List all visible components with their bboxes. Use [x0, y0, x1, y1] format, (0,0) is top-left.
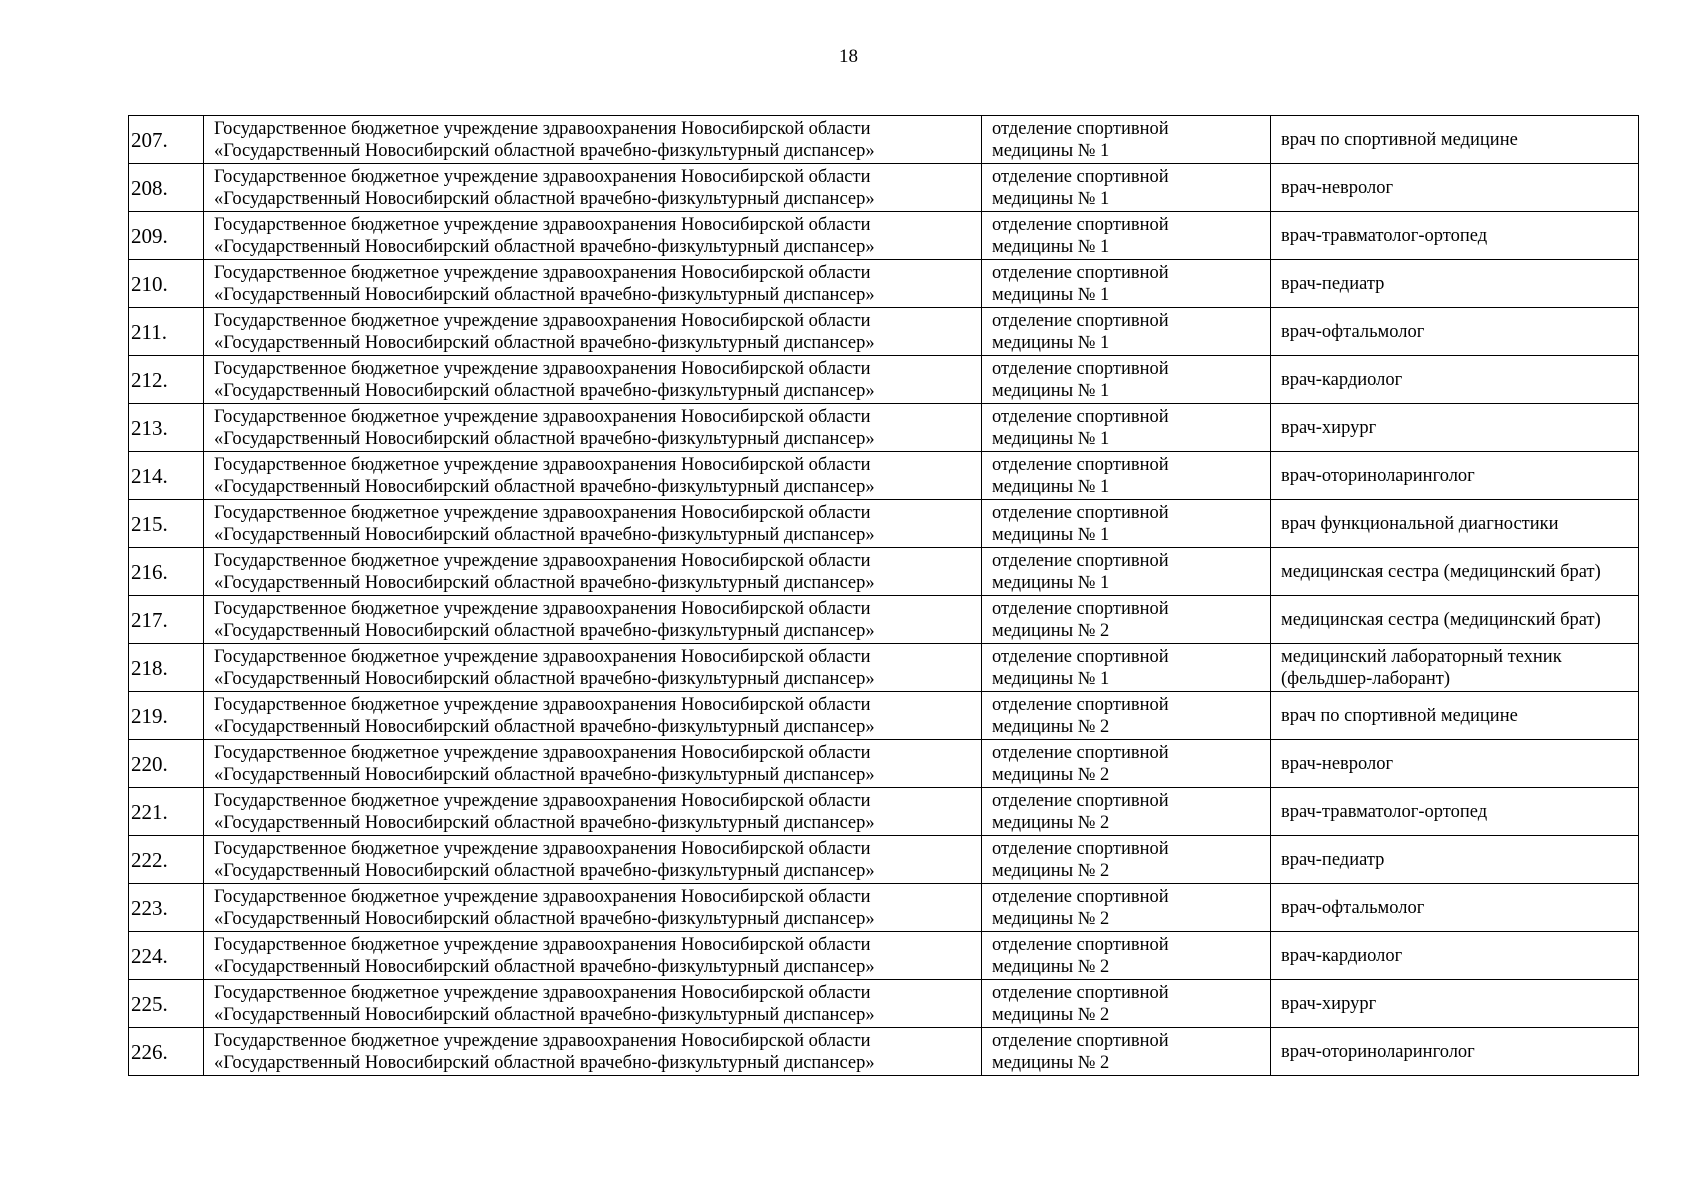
row-number-cell: 223.: [129, 884, 204, 932]
department-cell-line: медицины № 2: [992, 956, 1110, 977]
organization-cell-line: Государственное бюджетное учреждение здравоохранения Новосибирской области: [214, 838, 871, 859]
department-cell: [982, 932, 1271, 980]
organization-cell-line: Государственное бюджетное учреждение здравоохранения Новосибирской области: [214, 118, 871, 139]
department-cell: [982, 212, 1271, 260]
organization-cell: [204, 644, 982, 692]
position-cell-line: медицинский лабораторный техник: [1281, 646, 1562, 667]
organization-cell: [204, 164, 982, 212]
position-cell-line: врач-хирург: [1281, 993, 1377, 1014]
organization-cell-line: Государственное бюджетное учреждение здравоохранения Новосибирской области: [214, 598, 871, 619]
position-cell: [1271, 260, 1639, 308]
organization-cell: [204, 596, 982, 644]
organization-cell-line: «Государственный Новосибирский областной врачебно-физкультурный диспансер»: [214, 860, 875, 881]
organization-cell-line: «Государственный Новосибирский областной врачебно-физкультурный диспансер»: [214, 668, 875, 689]
position-cell: [1271, 212, 1639, 260]
position-cell-line: врач-невролог: [1281, 753, 1394, 774]
organization-cell-line: «Государственный Новосибирский областной врачебно-физкультурный диспансер»: [214, 284, 875, 305]
position-cell: [1271, 1028, 1639, 1076]
department-cell-line: отделение спортивной: [992, 934, 1169, 955]
organization-cell-line: Государственное бюджетное учреждение здравоохранения Новосибирской области: [214, 550, 871, 571]
department-cell-line: отделение спортивной: [992, 886, 1169, 907]
organization-cell-line: Государственное бюджетное учреждение здравоохранения Новосибирской области: [214, 742, 871, 763]
department-cell: [982, 164, 1271, 212]
organization-cell: [204, 1028, 982, 1076]
organization-cell-line: Государственное бюджетное учреждение здравоохранения Новосибирской области: [214, 646, 871, 667]
row-number-cell: 225.: [129, 980, 204, 1028]
department-cell: [982, 548, 1271, 596]
position-cell: [1271, 308, 1639, 356]
position-cell: [1271, 164, 1639, 212]
department-cell: [982, 260, 1271, 308]
organization-cell-line: Государственное бюджетное учреждение здравоохранения Новосибирской области: [214, 406, 871, 427]
row-number-cell: 211.: [129, 308, 204, 356]
position-cell: [1271, 884, 1639, 932]
department-cell-line: медицины № 1: [992, 284, 1110, 305]
department-cell-line: медицины № 2: [992, 620, 1110, 641]
position-cell-line: врач-кардиолог: [1281, 369, 1403, 390]
position-cell: [1271, 932, 1639, 980]
position-cell: [1271, 788, 1639, 836]
department-cell-line: медицины № 1: [992, 332, 1110, 353]
position-cell-line: (фельдшер-лаборант): [1281, 668, 1451, 689]
table-row: [129, 1028, 1639, 1076]
position-cell-line: врач-травматолог-ортопед: [1281, 225, 1488, 246]
table-row: [129, 308, 1639, 356]
position-cell: [1271, 548, 1639, 596]
page-number: 18: [839, 46, 858, 67]
row-number-cell: 219.: [129, 692, 204, 740]
department-cell-line: отделение спортивной: [992, 838, 1169, 859]
department-cell-line: отделение спортивной: [992, 598, 1169, 619]
organization-cell-line: Государственное бюджетное учреждение здравоохранения Новосибирской области: [214, 694, 871, 715]
position-cell: [1271, 740, 1639, 788]
organization-cell-line: Государственное бюджетное учреждение здравоохранения Новосибирской области: [214, 886, 871, 907]
organization-cell: [204, 404, 982, 452]
department-cell: [982, 116, 1271, 164]
position-cell: [1271, 116, 1639, 164]
organization-cell-line: «Государственный Новосибирский областной врачебно-физкультурный диспансер»: [214, 476, 875, 497]
organization-cell-line: Государственное бюджетное учреждение здравоохранения Новосибирской области: [214, 358, 871, 379]
organization-cell-line: «Государственный Новосибирский областной врачебно-физкультурный диспансер»: [214, 188, 875, 209]
department-cell: [982, 596, 1271, 644]
table-body: [129, 116, 1639, 1076]
department-cell-line: отделение спортивной: [992, 358, 1169, 379]
department-cell-line: медицины № 2: [992, 860, 1110, 881]
department-cell: [982, 308, 1271, 356]
row-number-cell: 221.: [129, 788, 204, 836]
department-cell-line: отделение спортивной: [992, 502, 1169, 523]
organization-cell: [204, 980, 982, 1028]
position-cell: [1271, 404, 1639, 452]
department-cell-line: отделение спортивной: [992, 118, 1169, 139]
organization-cell-line: «Государственный Новосибирский областной врачебно-физкультурный диспансер»: [214, 764, 875, 785]
row-number-cell: 217.: [129, 596, 204, 644]
organization-cell-line: Государственное бюджетное учреждение здравоохранения Новосибирской области: [214, 502, 871, 523]
row-number-cell: 207.: [129, 116, 204, 164]
department-cell-line: медицины № 1: [992, 668, 1110, 689]
organization-cell: [204, 692, 982, 740]
department-cell-line: медицины № 1: [992, 140, 1110, 161]
department-cell: [982, 884, 1271, 932]
table-row: [129, 644, 1639, 692]
row-number-cell: 215.: [129, 500, 204, 548]
row-number-cell: 226.: [129, 1028, 204, 1076]
organization-cell-line: «Государственный Новосибирский областной врачебно-физкультурный диспансер»: [214, 1004, 875, 1025]
department-cell-line: медицины № 1: [992, 236, 1110, 257]
department-cell-line: медицины № 1: [992, 572, 1110, 593]
department-cell: [982, 404, 1271, 452]
organization-cell: [204, 884, 982, 932]
row-number-cell: 222.: [129, 836, 204, 884]
organization-cell: [204, 116, 982, 164]
department-cell-line: отделение спортивной: [992, 982, 1169, 1003]
department-cell: [982, 644, 1271, 692]
organization-cell-line: Государственное бюджетное учреждение здравоохранения Новосибирской области: [214, 310, 871, 331]
organization-cell: [204, 548, 982, 596]
row-number-cell: 220.: [129, 740, 204, 788]
position-cell-line: врач-офтальмолог: [1281, 321, 1425, 342]
department-cell-line: отделение спортивной: [992, 550, 1169, 571]
position-cell: [1271, 644, 1639, 692]
position-cell-line: врач-офтальмолог: [1281, 897, 1425, 918]
organization-cell-line: «Государственный Новосибирский областной врачебно-физкультурный диспансер»: [214, 236, 875, 257]
table-row: [129, 596, 1639, 644]
position-cell-line: врач-хирург: [1281, 417, 1377, 438]
table-row: [129, 212, 1639, 260]
organization-cell-line: «Государственный Новосибирский областной врачебно-физкультурный диспансер»: [214, 572, 875, 593]
organization-cell: [204, 836, 982, 884]
position-cell: [1271, 596, 1639, 644]
organization-cell: [204, 740, 982, 788]
organization-cell-line: «Государственный Новосибирский областной врачебно-физкультурный диспансер»: [214, 524, 875, 545]
organization-cell: [204, 932, 982, 980]
position-cell: [1271, 836, 1639, 884]
department-cell-line: отделение спортивной: [992, 262, 1169, 283]
table-row: [129, 500, 1639, 548]
organization-cell: [204, 788, 982, 836]
department-cell-line: медицины № 2: [992, 716, 1110, 737]
department-cell-line: отделение спортивной: [992, 646, 1169, 667]
position-cell-line: врач по спортивной медицине: [1281, 705, 1518, 726]
department-cell-line: отделение спортивной: [992, 742, 1169, 763]
organization-cell-line: «Государственный Новосибирский областной врачебно-физкультурный диспансер»: [214, 620, 875, 641]
table-row: [129, 548, 1639, 596]
department-cell-line: отделение спортивной: [992, 406, 1169, 427]
organization-cell-line: «Государственный Новосибирский областной врачебно-физкультурный диспансер»: [214, 908, 875, 929]
table-row: [129, 164, 1639, 212]
organization-cell: [204, 452, 982, 500]
table-row: [129, 692, 1639, 740]
department-cell-line: медицины № 1: [992, 476, 1110, 497]
table-row: [129, 980, 1639, 1028]
organization-cell-line: «Государственный Новосибирский областной врачебно-физкультурный диспансер»: [214, 812, 875, 833]
department-cell-line: отделение спортивной: [992, 166, 1169, 187]
row-number-cell: 212.: [129, 356, 204, 404]
department-cell-line: медицины № 1: [992, 524, 1110, 545]
department-cell-line: отделение спортивной: [992, 1030, 1169, 1051]
department-cell-line: медицины № 1: [992, 188, 1110, 209]
position-cell: [1271, 500, 1639, 548]
row-number-cell: 208.: [129, 164, 204, 212]
table-row: [129, 116, 1639, 164]
table-row: [129, 356, 1639, 404]
department-cell-line: отделение спортивной: [992, 454, 1169, 475]
department-cell-line: медицины № 1: [992, 428, 1110, 449]
department-cell-line: отделение спортивной: [992, 790, 1169, 811]
row-number-cell: 216.: [129, 548, 204, 596]
department-cell-line: отделение спортивной: [992, 694, 1169, 715]
organization-cell: [204, 500, 982, 548]
organization-cell-line: Государственное бюджетное учреждение здравоохранения Новосибирской области: [214, 982, 871, 1003]
organization-cell-line: «Государственный Новосибирский областной врачебно-физкультурный диспансер»: [214, 380, 875, 401]
organization-cell-line: Государственное бюджетное учреждение здравоохранения Новосибирской области: [214, 166, 871, 187]
position-cell-line: врач-педиатр: [1281, 849, 1385, 870]
organization-cell-line: «Государственный Новосибирский областной врачебно-физкультурный диспансер»: [214, 956, 875, 977]
department-cell: [982, 740, 1271, 788]
department-cell: [982, 1028, 1271, 1076]
position-cell-line: медицинская сестра (медицинский брат): [1281, 561, 1601, 582]
organization-cell-line: «Государственный Новосибирский областной врачебно-физкультурный диспансер»: [214, 716, 875, 737]
organization-cell: [204, 212, 982, 260]
organization-cell-line: Государственное бюджетное учреждение здравоохранения Новосибирской области: [214, 790, 871, 811]
row-number-cell: 210.: [129, 260, 204, 308]
row-number-cell: 224.: [129, 932, 204, 980]
organization-cell-line: Государственное бюджетное учреждение здравоохранения Новосибирской области: [214, 454, 871, 475]
department-cell-line: медицины № 2: [992, 812, 1110, 833]
position-cell-line: врач-оториноларинголог: [1281, 1041, 1475, 1062]
department-cell: [982, 500, 1271, 548]
table-row: [129, 404, 1639, 452]
organization-cell-line: Государственное бюджетное учреждение здравоохранения Новосибирской области: [214, 214, 871, 235]
organization-cell-line: «Государственный Новосибирский областной врачебно-физкультурный диспансер»: [214, 140, 875, 161]
department-cell-line: медицины № 1: [992, 380, 1110, 401]
table-row: [129, 932, 1639, 980]
position-cell-line: врач по спортивной медицине: [1281, 129, 1518, 150]
organization-cell: [204, 308, 982, 356]
row-number-cell: 209.: [129, 212, 204, 260]
department-cell: [982, 356, 1271, 404]
organization-cell-line: «Государственный Новосибирский областной врачебно-физкультурный диспансер»: [214, 332, 875, 353]
department-cell-line: отделение спортивной: [992, 214, 1169, 235]
organization-cell-line: Государственное бюджетное учреждение здравоохранения Новосибирской области: [214, 1030, 871, 1051]
table-row: [129, 452, 1639, 500]
department-cell: [982, 692, 1271, 740]
organization-cell-line: «Государственный Новосибирский областной врачебно-физкультурный диспансер»: [214, 1052, 875, 1073]
department-cell: [982, 980, 1271, 1028]
organization-cell: [204, 356, 982, 404]
department-cell-line: медицины № 2: [992, 1052, 1110, 1073]
position-cell-line: врач функциональной диагностики: [1281, 513, 1559, 534]
position-cell-line: врач-травматолог-ортопед: [1281, 801, 1488, 822]
position-cell-line: врач-педиатр: [1281, 273, 1385, 294]
table-row: [129, 740, 1639, 788]
position-cell-line: врач-невролог: [1281, 177, 1394, 198]
department-cell-line: медицины № 2: [992, 1004, 1110, 1025]
organization-cell-line: Государственное бюджетное учреждение здравоохранения Новосибирской области: [214, 934, 871, 955]
table-row: [129, 260, 1639, 308]
table-row: [129, 788, 1639, 836]
table-row: [129, 884, 1639, 932]
position-cell: [1271, 980, 1639, 1028]
organization-cell-line: «Государственный Новосибирский областной врачебно-физкультурный диспансер»: [214, 428, 875, 449]
department-cell: [982, 788, 1271, 836]
table-row: [129, 836, 1639, 884]
row-number-cell: 218.: [129, 644, 204, 692]
department-cell-line: медицины № 2: [992, 908, 1110, 929]
department-cell: [982, 836, 1271, 884]
department-cell-line: медицины № 2: [992, 764, 1110, 785]
position-cell: [1271, 692, 1639, 740]
department-cell: [982, 452, 1271, 500]
position-cell: [1271, 356, 1639, 404]
position-cell-line: врач-оториноларинголог: [1281, 465, 1475, 486]
position-cell: [1271, 452, 1639, 500]
position-cell-line: врач-кардиолог: [1281, 945, 1403, 966]
registry-table: [128, 115, 1639, 1076]
department-cell-line: отделение спортивной: [992, 310, 1169, 331]
position-cell-line: медицинская сестра (медицинский брат): [1281, 609, 1601, 630]
organization-cell: [204, 260, 982, 308]
organization-cell-line: Государственное бюджетное учреждение здравоохранения Новосибирской области: [214, 262, 871, 283]
row-number-cell: 214.: [129, 452, 204, 500]
row-number-cell: 213.: [129, 404, 204, 452]
